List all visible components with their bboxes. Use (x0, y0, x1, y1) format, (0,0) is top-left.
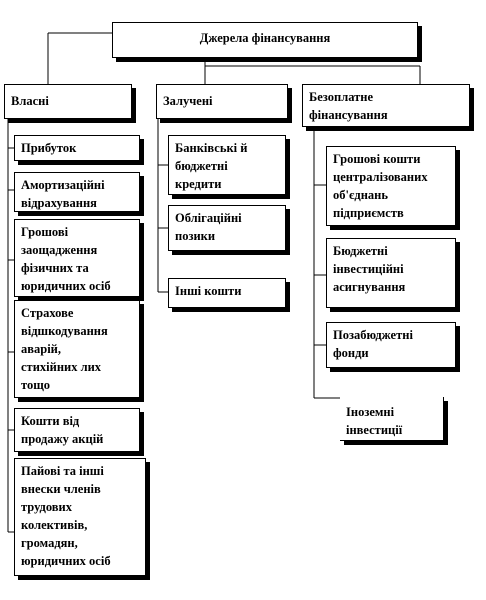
item-label: Грошові кошти централізованих об'єднань підприємств (333, 152, 428, 220)
item-label: Амортизаційні відрахування (21, 178, 105, 210)
item-free-centralized (326, 146, 456, 226)
item-borrowed-bonds (168, 205, 286, 251)
column-header-own (4, 84, 132, 119)
item-label: Прибуток (21, 141, 77, 155)
item-free-offbudget (326, 322, 456, 368)
root-label: Джерела фінансування (199, 31, 331, 45)
item-label: Позабюджетні фонди (333, 328, 413, 360)
column-title: Залучені (163, 94, 213, 108)
item-free-foreign (340, 397, 444, 441)
item-label: Страхове відшкодування аварій, стихійних лих тощо (21, 306, 108, 392)
item-own-profit (14, 135, 140, 161)
item-borrowed-credits (168, 135, 286, 195)
item-label: Пайові та інші внески членів трудових колективів, громадян, юридичних осіб (21, 464, 111, 568)
item-label: Кошти від продажу акцій (21, 414, 104, 446)
item-borrowed-other (168, 278, 286, 308)
item-own-insurance (14, 300, 140, 398)
column-title: Власні (11, 94, 49, 108)
item-free-budget (326, 238, 456, 308)
item-own-savings (14, 219, 140, 297)
item-label: Бюджетні інвестиційні асигнування (333, 244, 406, 294)
item-label: Іноземні інвестиції (346, 405, 403, 437)
root-node (112, 22, 418, 58)
column-title: Безоплатне фінансування (309, 90, 388, 122)
item-own-depreciation (14, 172, 140, 212)
item-label: Облігаційні позики (175, 211, 242, 243)
item-own-shares (14, 408, 140, 452)
item-label: Банківські й бюджетні кредити (175, 141, 248, 191)
item-own-contributions (14, 458, 146, 576)
item-label: Інші кошти (175, 284, 242, 298)
column-header-free (302, 84, 470, 127)
item-label: Грошові заощадження фізичних та юридичних осіб (21, 225, 111, 293)
column-header-borrowed (156, 84, 288, 119)
